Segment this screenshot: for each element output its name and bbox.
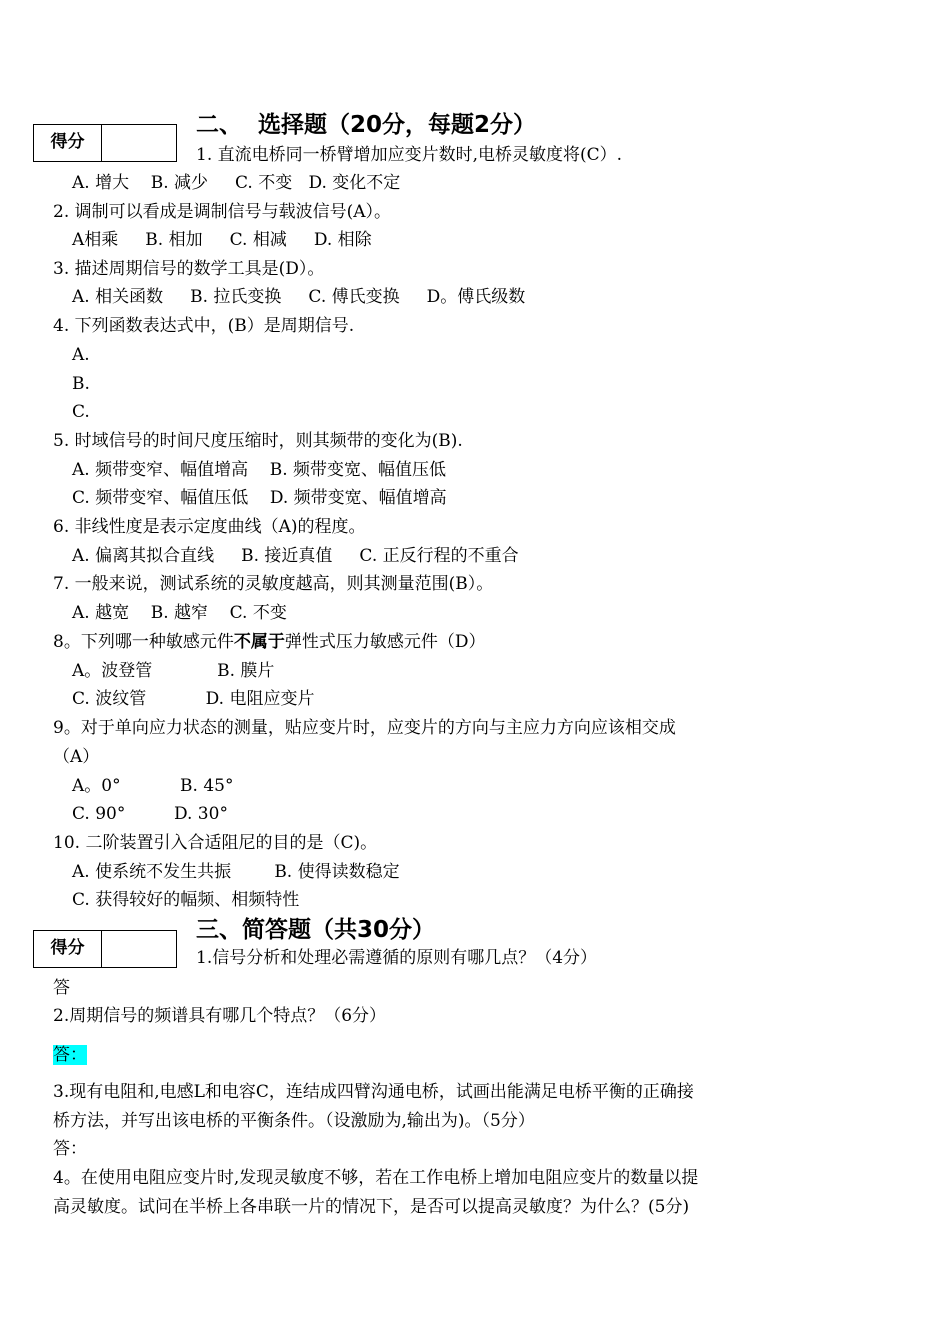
- question-8-options-1: A。波登管 B. 膜片: [72, 661, 275, 681]
- question-2: 2. 调制可以看成是调制信号与载波信号(A）。: [53, 202, 392, 222]
- answer-1: 答: [53, 978, 70, 998]
- question-6-options: A. 偏离其拟合直线 B. 接近真值 C. 正反行程的不重合: [72, 546, 519, 566]
- question-3: 3. 描述周期信号的数学工具是(D）。: [53, 259, 325, 279]
- short-question-4-line2: 高灵敏度。试问在半桥上各串联一片的情况下，是否可以提高灵敏度？为什么？(5分): [53, 1197, 690, 1217]
- short-question-3-line2: 桥方法，并写出该电桥的平衡条件。（设激励为,输出为)。（5分）: [53, 1111, 535, 1131]
- question-8-stem-post: 弹性式压力敏感元件（D）: [284, 632, 486, 652]
- question-10-options-1: A. 使系统不发生共振 B. 使得读数稳定: [72, 862, 400, 882]
- score-label: 得分: [34, 125, 102, 161]
- question-4-option-c: C.: [72, 402, 90, 422]
- question-7: 7. 一般来说，测试系统的灵敏度越高，则其测量范围(B）。: [53, 574, 494, 594]
- question-10: 10. 二阶装置引入合适阻尼的目的是（C)。: [53, 833, 378, 853]
- answer-2-highlight: 答：: [53, 1045, 87, 1065]
- question-7-options: A. 越宽 B. 越窄 C. 不变: [72, 603, 287, 623]
- question-5-options-1: A. 频带变窄、幅值增高 B. 频带变宽、幅值压低: [72, 460, 446, 480]
- question-4-option-b: B.: [72, 374, 90, 394]
- question-9: 9。对于单向应力状态的测量，贴应变片时，应变片的方向与主应力方向应该相交成: [53, 718, 676, 738]
- question-6: 6. 非线性度是表示定度曲线（A)的程度。: [53, 517, 366, 537]
- question-5-options-2: C. 频带变窄、幅值压低 D. 频带变宽、幅值增高: [72, 488, 447, 508]
- score-box-section3: [33, 930, 177, 968]
- question-9-options-2: C. 90° D. 30°: [72, 804, 228, 824]
- section3-title: 三、简答题（共30分）: [196, 917, 436, 943]
- short-question-4-line1: 4。在使用电阻应变片时,发现灵敏度不够，若在工作电桥上增加电阻应变片的数量以提: [53, 1168, 699, 1188]
- question-8-stem-pre: 8。下列哪一种敏感元件: [53, 632, 234, 652]
- question-1-options: A. 增大 B. 减少 C. 不变 D. 变化不定: [72, 173, 401, 193]
- score-label: 得分: [34, 931, 102, 967]
- short-question-2: 2.周期信号的频谱具有哪几个特点？（6分）: [53, 1006, 387, 1026]
- question-1: 1. 直流电桥同一桥臂增加应变片数时,电桥灵敏度将(C）.: [196, 145, 623, 165]
- score-box-section2: [33, 124, 177, 162]
- question-9-cont: （A）: [53, 747, 100, 767]
- question-10-options-2: C. 获得较好的幅频、相频特性: [72, 890, 300, 910]
- short-question-3-line1: 3.现有电阻和,电感L和电容C，连结成四臂沟通电桥，试画出能满足电桥平衡的正确接: [53, 1082, 694, 1102]
- question-8: [53, 630, 485, 654]
- question-4: 4. 下列函数表达式中，(B）是周期信号.: [53, 316, 355, 336]
- question-5: 5. 时域信号的时间尺度压缩时，则其频带的变化为(B).: [53, 431, 463, 451]
- section2-title: 二、 选择题（20分，每题2分）: [196, 112, 537, 138]
- question-8-options-2: C. 波纹管 D. 电阻应变片: [72, 689, 315, 709]
- question-8-stem-bold: 不属于: [233, 632, 285, 652]
- short-question-1: 1.信号分析和处理必需遵循的原则有哪几点？（4分）: [196, 948, 598, 968]
- question-4-option-a: A.: [72, 345, 90, 365]
- question-9-options-1: A。0° B. 45°: [72, 776, 234, 796]
- question-2-options: A相乘 B. 相加 C. 相减 D. 相除: [72, 230, 372, 250]
- answer-2: [53, 1043, 87, 1067]
- answer-3: 答：: [53, 1139, 87, 1159]
- question-3-options: A. 相关函数 B. 拉氏变换 C. 傅氏变换 D。傅氏级数: [72, 287, 526, 307]
